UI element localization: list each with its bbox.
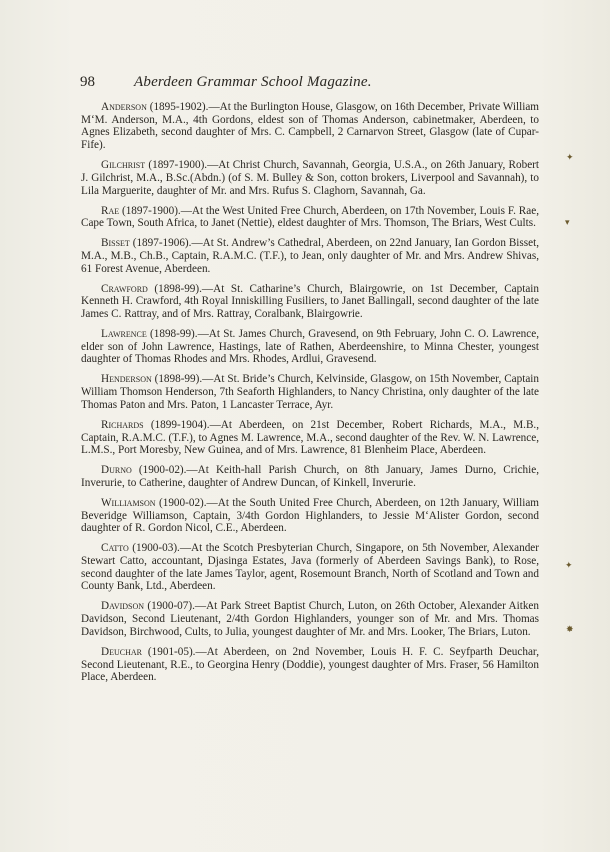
notice-text: (1898-99).—At St. Catharine’s Church, Blairgowrie, on 1st December, Captain Kenneth H. Crawford, 4th Royal Inniskilling Fusiliers, to Janet Ballingall, second daughter of the late James C. Rattray, and of Mrs. Rattray, Coralbank, Blairgowrie. (81, 282, 539, 321)
surname: Rae (101, 204, 120, 217)
surname: Crawford (101, 282, 148, 295)
notice-entry (81, 464, 539, 489)
paper-speck-icon: ✦ (566, 153, 574, 163)
surname: Williamson (101, 496, 156, 509)
notice-text: (1895-1902).—At the Burlington House, Glasgow, on 16th December, Private William M‘M. Anderson, M.A., 4th Gordons, eldest son of Thomas Anderson, cabinetmaker, Aberdeen, to Agnes Elizabeth, second daughter of Mrs. C. Campbell, 2 Carnarvon Street, Glasgow (late of Cupar-Fife). (81, 101, 539, 152)
notice-text: (1900-02).—At Keith-hall Parish Church, on 8th January, James Durno, Crichie, Inverurie, to Catherine, daughter of Andrew Duncan, of Kinkell, Inverurie. (81, 464, 539, 489)
surname: Lawrence (101, 328, 147, 341)
notice-entry (81, 373, 539, 411)
surname: Richards (101, 418, 144, 431)
notice-entry (81, 159, 539, 197)
notice-entry (81, 101, 539, 152)
paper-speck-icon: ✸ (566, 625, 574, 635)
surname: Bisset (101, 237, 130, 250)
notice-text: (1901-05).—At Aberdeen, on 2nd November, Louis H. F. C. Seyfparth Deuchar, Second Lieutenant, R.E., to Georgina Henry (Doddie), youngest daughter of Mrs. Fraser, 56 Hamilton Place, Aberdeen. (81, 645, 539, 684)
notice-text: (1898-99).—At St. Bride’s Church, Kelvinside, Glasgow, on 15th November, Captain William Thomson Henderson, 7th Seaforth Highlanders, to Nancy Christina, only daughter of the late Thomas Paton and Mrs. Paton, 1 Lancaster Terrace, Ayr. (81, 373, 539, 411)
marriage-notices (81, 101, 539, 691)
notice-text: (1900-02).—At the South United Free Church, Aberdeen, on 12th January, William Beveridge Williamson, Captain, 3/4th Gordon Highlanders, to Jessie M‘Alister Gordon, second daughter of R. Gordon Nicol, C.E., Aberdeen. (81, 496, 539, 535)
notice-entry (81, 497, 539, 535)
notice-entry (81, 419, 539, 457)
paper-speck-icon: ▾ (565, 218, 570, 228)
notice-entry (81, 328, 539, 366)
surname: Henderson (101, 373, 152, 386)
surname: Gilchrist (101, 159, 146, 172)
notice-text: (1900-03).—At the Scotch Presbyterian Church, Singapore, on 5th November, Alexander Stewart Catto, accountant, Djasinga Estates, Java (formerly of Aberdeen Savings Bank), to Rose, second daughter of the late James Taylor, agent, Rosemount Branch, North of Scotland and Town and County Bank, Ltd., Aberdeen. (81, 542, 539, 593)
surname: Catto (101, 542, 129, 555)
surname: Deuchar (101, 645, 142, 658)
notice-entry (81, 646, 539, 684)
notice-entry (81, 205, 539, 230)
page-number: 98 (80, 74, 95, 90)
notice-entry (81, 542, 539, 593)
page-title: Aberdeen Grammar School Magazine. (134, 74, 372, 90)
notice-entry (81, 600, 539, 638)
notice-text: (1899-1904).—At Aberdeen, on 21st December, Robert Richards, M.A., M.B., Captain, R.A.M.C. (T.F.), to Agnes M. Lawrence, M.A., second daughter of the Rev. W. N. Lawrence, L.M.S., Port Moresby, New Guinea, and of Mrs. Lawrence, 81 Blenheim Place, Aberdeen. (81, 418, 539, 457)
notice-text: (1897-1900).—At the West United Free Church, Aberdeen, on 17th November, Louis F. Rae, Cape Town, South Africa, to Janet (Nettie), eldest daughter of Mrs. Thomson, The Briars, West Cults. (81, 204, 539, 230)
notice-text: (1897-1906).—At St. Andrew’s Cathedral, Aberdeen, on 22nd January, Ian Gordon Bisset, M.A., M.B., Ch.B., Captain, R.A.M.C. (T.F.), to Jean, only daughter of Mr. and Mrs. Andrew Shivas, 61 Forest Avenue, Aberdeen. (81, 237, 539, 275)
notice-entry (81, 283, 539, 321)
notice-entry (81, 237, 539, 275)
surname: Davidson (101, 600, 145, 613)
notice-text: (1897-1900).—At Christ Church, Savannah, Georgia, U.S.A., on 26th January, Robert J. Gilchrist, M.A., B.Sc.(Abdn.) (of S. M. Bulley & Son, cotton brokers, Liverpool and Savannah), to Lila Marguerite, daughter of Mr. and Mrs. Rufus S. Claghorn, Savannah, Ga. (81, 159, 539, 197)
surname: Anderson (101, 101, 147, 113)
page-header (80, 73, 550, 91)
paper-speck-icon: ✦ (565, 561, 573, 571)
surname: Durno (101, 464, 132, 477)
notice-text: (1898-99).—At St. James Church, Gravesend, on 9th February, John C. O. Lawrence, elder son of John Lawrence, Hastings, late of Rathen, Aberdeenshire, to Minna Chester, youngest daughter of Thomas Rhodes and Mrs. Rhodes, Ardlui, Gravesend. (81, 328, 539, 366)
notice-text: (1900-07).—At Park Street Baptist Church, Luton, on 26th October, Alexander Aitken Davidson, Second Lieutenant, 2/4th Gordon Highlanders, younger son of Mr. and Mrs. Thomas Davidson, Birchwood, Cults, to Julia, youngest daughter of Mr. and Mrs. Looker, The Briars, Luton. (81, 600, 539, 638)
